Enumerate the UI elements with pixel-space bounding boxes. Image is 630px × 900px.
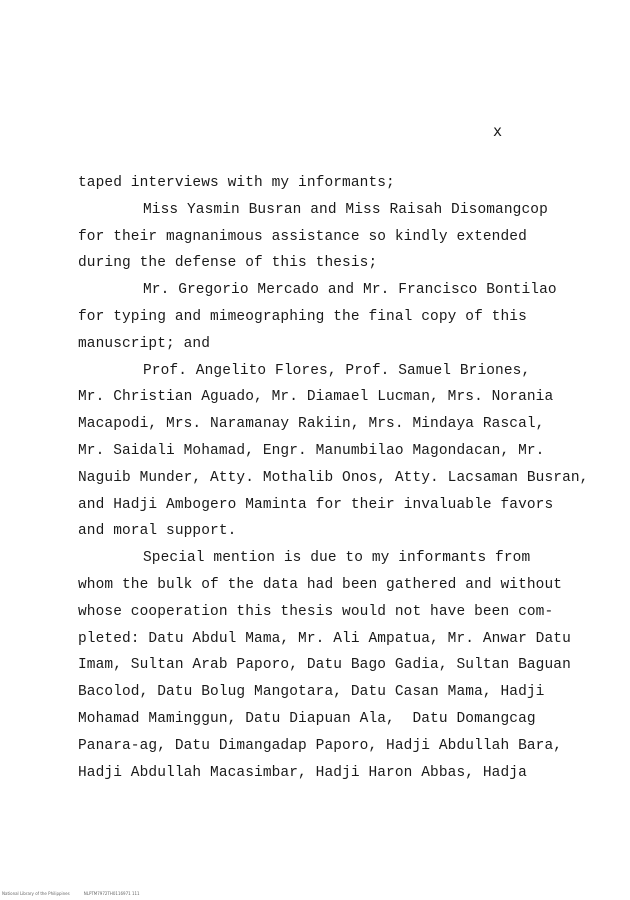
footer-code: NLPTM7972TH0116971 111 [83,891,140,896]
text-line: whom the bulk of the data had been gathered and without [78,576,563,593]
text-line: Macapodi, Mrs. Naramanay Rakiin, Mrs. Mindaya Rascal, [78,416,545,433]
page-number: x [493,122,503,140]
footer-source: National Library of the Philippines [2,891,70,896]
text-line: and Hadji Ambogero Maminta for their invaluable favors [78,496,554,513]
text-line: Mr. Christian Aguado, Mr. Diamael Lucman, Mrs. Norania [78,389,554,406]
text-line: and moral support. [78,523,237,540]
text-line: for typing and mimeographing the final copy of this [78,308,527,325]
body-text [0,170,630,786]
text-line: Panara-ag, Datu Dimangadap Paporo, Hadji Abdullah Bara, [78,737,563,754]
text-line: Imam, Sultan Arab Paporo, Datu Bago Gadia, Sultan Baguan [78,657,571,674]
text-line: for their magnanimous assistance so kindly extended [78,228,527,245]
footer [2,891,262,897]
text-line: whose cooperation this thesis would not have been com- [78,603,554,620]
text-line: Naguib Munder, Atty. Mothalib Onos, Atty. Lacsaman Busran, [78,469,589,486]
text-line: Mr. Gregorio Mercado and Mr. Francisco Bontilao [143,282,557,299]
text-line: Miss Yasmin Busran and Miss Raisah Disomangcop [143,201,548,218]
text-line: Mohamad Maminggun, Datu Diapuan Ala, Datu Domangcag [78,710,536,727]
text-line: taped interviews with my informants; [78,175,395,191]
text-line: Prof. Angelito Flores, Prof. Samuel Briones, [143,362,531,379]
text-line: Hadji Abdullah Macasimbar, Hadji Haron Abbas, Hadja [78,764,527,781]
text-line: Bacolod, Datu Bolug Mangotara, Datu Casan Mama, Hadji [78,684,545,701]
text-line: during the defense of this thesis; [78,255,378,272]
text-line: manuscript; and [78,335,211,352]
text-line: Special mention is due to my informants from [143,550,531,567]
text-line: pleted: Datu Abdul Mama, Mr. Ali Ampatua, Mr. Anwar Datu [78,630,571,647]
text-line: Mr. Saidali Mohamad, Engr. Manumbilao Magondacan, Mr. [78,442,545,459]
